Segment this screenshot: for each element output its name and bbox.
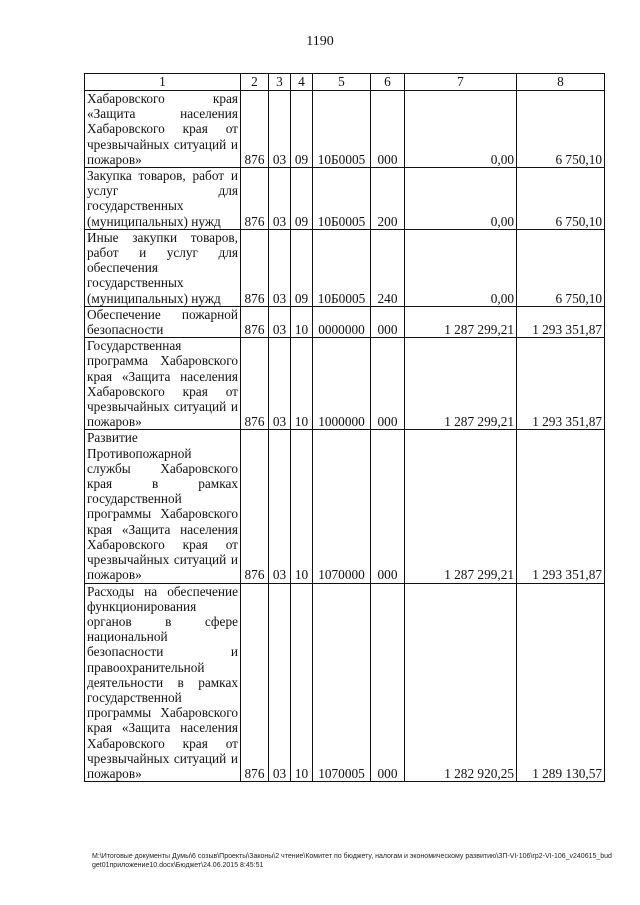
- cell-amount-2: 6 750,10: [517, 229, 605, 306]
- cell-amount-2: 6 750,10: [517, 168, 605, 230]
- cell-amount-2: 1 293 351,87: [517, 430, 605, 583]
- row-name: Хабаровского края «Защита населения Хабаровского края от чрезвычайных ситуаций и пожаров»: [85, 91, 241, 168]
- cell-amount-1: 1 287 299,21: [405, 430, 517, 583]
- cell-subsection: 09: [291, 229, 313, 306]
- cell-section: 03: [269, 229, 291, 306]
- cell-section: 03: [269, 91, 291, 168]
- row-name: Расходы на обеспечение функционирования органов в сфере национальной безопасности и правоохранительной деятельности в рамках государственной программы Хабаровского края «Защита населения Хабаровского края от чрезвычайных ситуаций и пожаров»: [85, 583, 241, 782]
- cell-target: 10Б0005: [313, 168, 371, 230]
- header-col-2: 2: [241, 74, 269, 91]
- table-row: [85, 306, 605, 337]
- cell-type: 000: [371, 306, 405, 337]
- header-row: [85, 74, 605, 91]
- cell-target: 1070005: [313, 583, 371, 782]
- table-row: [85, 229, 605, 306]
- table-row: [85, 91, 605, 168]
- table-row: [85, 583, 605, 782]
- cell-type: 200: [371, 168, 405, 230]
- cell-type: 000: [371, 430, 405, 583]
- page-number: 1190: [306, 34, 334, 49]
- row-name: Обеспечение пожарной безопасности: [85, 306, 241, 337]
- cell-type: 000: [371, 583, 405, 782]
- cell-admin: 876: [241, 306, 269, 337]
- row-name: Развитие Противопожарной службы Хабаровского края в рамках государственной программы Хабаровского края «Защита населения Хабаровского края от чрезвычайных ситуаций и пожаров»: [85, 430, 241, 583]
- cell-subsection: 10: [291, 338, 313, 430]
- cell-amount-1: 1 287 299,21: [405, 338, 517, 430]
- header-col-4: 4: [291, 74, 313, 91]
- cell-type: 000: [371, 91, 405, 168]
- cell-target: 1000000: [313, 338, 371, 430]
- table-row: [85, 168, 605, 230]
- cell-amount-2: 1 293 351,87: [517, 306, 605, 337]
- cell-amount-2: 1 293 351,87: [517, 338, 605, 430]
- cell-amount-1: 1 287 299,21: [405, 306, 517, 337]
- table-row: [85, 430, 605, 583]
- cell-section: 03: [269, 168, 291, 230]
- cell-admin: 876: [241, 430, 269, 583]
- cell-admin: 876: [241, 168, 269, 230]
- cell-amount-1: 0,00: [405, 91, 517, 168]
- table-row: [85, 338, 605, 430]
- cell-type: 000: [371, 338, 405, 430]
- cell-target: 10Б0005: [313, 229, 371, 306]
- cell-target: 1070000: [313, 430, 371, 583]
- cell-subsection: 10: [291, 430, 313, 583]
- header-col-6: 6: [371, 74, 405, 91]
- cell-section: 03: [269, 430, 291, 583]
- cell-admin: 876: [241, 338, 269, 430]
- cell-amount-1: 0,00: [405, 168, 517, 230]
- cell-amount-1: 0,00: [405, 229, 517, 306]
- cell-amount-1: 1 282 920,25: [405, 583, 517, 782]
- cell-subsection: 10: [291, 306, 313, 337]
- cell-type: 240: [371, 229, 405, 306]
- cell-admin: 876: [241, 91, 269, 168]
- cell-target: 0000000: [313, 306, 371, 337]
- cell-amount-2: 1 289 130,57: [517, 583, 605, 782]
- header-col-1: 1: [85, 74, 241, 91]
- cell-subsection: 10: [291, 583, 313, 782]
- header-col-7: 7: [405, 74, 517, 91]
- cell-section: 03: [269, 306, 291, 337]
- cell-section: 03: [269, 338, 291, 430]
- header-col-3: 3: [269, 74, 291, 91]
- header-col-5: 5: [313, 74, 371, 91]
- cell-section: 03: [269, 583, 291, 782]
- document-path-footer: M:\Итоговые документы Думы\6 созыв\Проекты\Законы\2 чтение\Комитет по бюджету, налогам и экономическому развитию\ЗП-VI-106\гр2-VI-106_v240615_budget01приложение10.docx\Бюджет\24.06.2015 8:45:51: [92, 853, 612, 869]
- row-name: Иные закупки товаров, работ и услуг для обеспечения государственных (муниципальных) нужд: [85, 229, 241, 306]
- cell-admin: 876: [241, 229, 269, 306]
- header-col-8: 8: [517, 74, 605, 91]
- cell-subsection: 09: [291, 91, 313, 168]
- cell-admin: 876: [241, 583, 269, 782]
- cell-amount-2: 6 750,10: [517, 91, 605, 168]
- cell-target: 10Б0005: [313, 91, 371, 168]
- cell-subsection: 09: [291, 168, 313, 230]
- budget-table: [84, 73, 605, 782]
- row-name: Государственная программа Хабаровского края «Защита населения Хабаровского края от чрезвычайных ситуаций и пожаров»: [85, 338, 241, 430]
- row-name: Закупка товаров, работ и услуг для государственных (муниципальных) нужд: [85, 168, 241, 230]
